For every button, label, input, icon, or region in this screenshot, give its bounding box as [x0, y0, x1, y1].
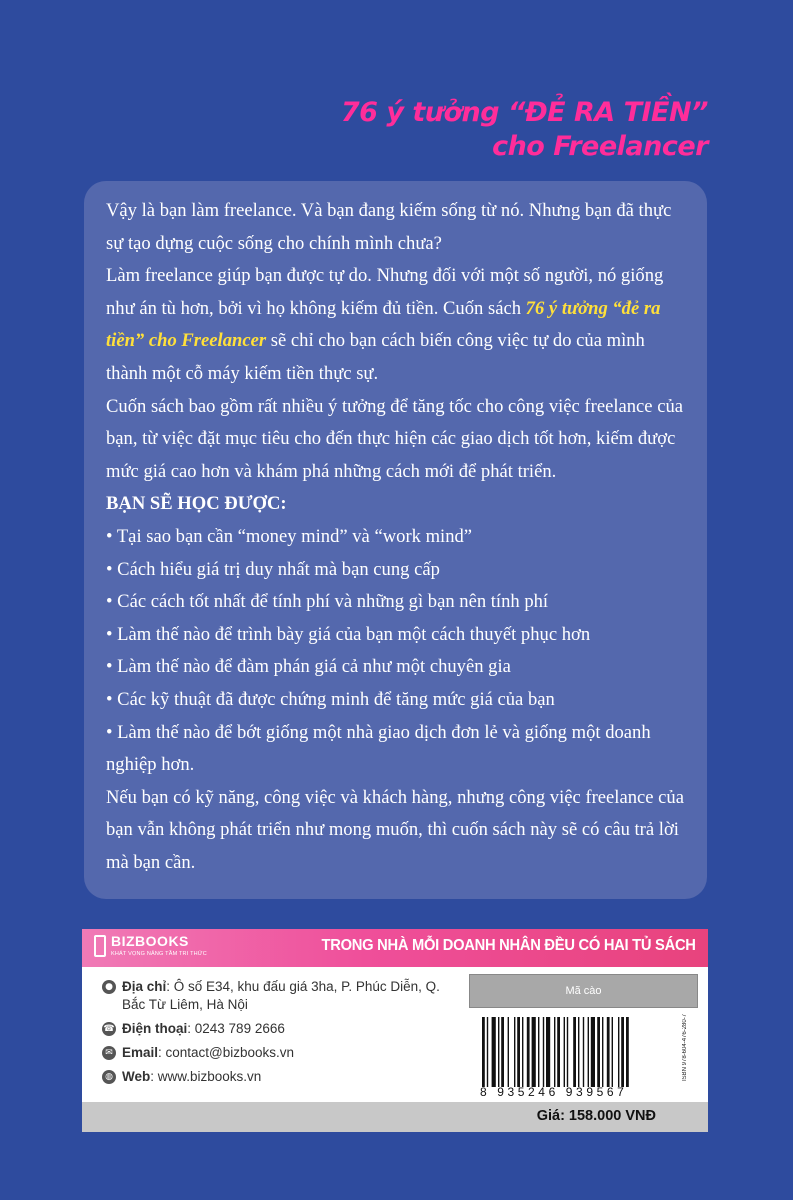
publisher-block — [82, 929, 708, 1132]
book-icon — [94, 935, 106, 957]
map-pin-icon: ● — [102, 980, 116, 994]
globe-icon: ◍ — [102, 1070, 116, 1084]
isbn-side-text: ISBN 978-604-476-280-7 — [682, 1013, 688, 1081]
learn-heading: BẠN SẼ HỌC ĐƯỢC: — [106, 493, 287, 515]
barcode — [480, 1017, 680, 1087]
price-bar — [82, 1102, 708, 1132]
closing-paragraph: Nếu bạn có kỹ năng, công việc và khách hàng, nhưng công việc freelance của bạn vẫn không phát triển như mong muốn, thì cuốn sách này sẽ có câu trả lời mà bạn cần. — [106, 786, 684, 873]
barcode-number: 8 935246 939567 — [480, 1085, 628, 1099]
bullet-item: • Tại sao bạn cần “money mind” và “work mind” — [106, 521, 689, 554]
bullet-item: • Cách hiểu giá trị duy nhất mà bạn cung cấp — [106, 554, 689, 587]
summary-paragraph: Làm freelance giúp bạn được tự do. Nhưng đối với một số người, nó giống như án tù hơn, bởi vì họ không kiếm đủ tiền. Cuốn sách 76 ý tưởng “đẻ ra tiền” cho Freelancer sẽ chỉ cho bạn cách biến công việc tự do của mình thành một cỗ máy kiếm tiền thực sự. — [106, 265, 664, 384]
phone-icon: ☎ — [103, 1024, 115, 1034]
title-line-2: cho Freelancer — [492, 131, 708, 162]
publisher-strip — [82, 929, 708, 967]
bullet-item: • Làm thế nào để đàm phán giá cả như một chuyên gia — [106, 651, 689, 684]
email-row: ✉ Email: contact@bizbooks.vn — [102, 1044, 447, 1062]
bizbooks-logo: BIZBOOKS KHÁT VỌNG NÂNG TẦM TRI THỨC — [94, 933, 194, 963]
description-panel — [84, 181, 707, 899]
envelope-icon: ✉ — [102, 1046, 116, 1060]
bullet-item: • Các cách tốt nhất để tính phí và những gì bạn nên tính phí — [106, 586, 689, 619]
price-label: Giá: 158.000 VNĐ — [536, 1108, 656, 1124]
book-title-highlight: 76 ý tưởng “đẻ ra tiền” cho Freelancer — [106, 297, 661, 352]
publisher-slogan: TRONG NHÀ MỖI DOANH NHÂN ĐỀU CÓ HAI TỦ SÁCH — [321, 937, 696, 954]
scratch-code-box: Mã cào — [469, 974, 698, 1008]
bullet-item: • Làm thế nào để bớt giống một nhà giao dịch đơn lẻ và giống một doanh nghiệp hơn. — [106, 717, 689, 782]
content-paragraph: Cuốn sách bao gồm rất nhiều ý tưởng để tăng tốc cho công việc freelance của bạn, từ việc đặt mục tiêu cho đến thực hiện các giao dịch tốt hơn, kiếm được mức giá cao hơn và khám phá những cách mới để phát triển. — [106, 395, 683, 482]
address-row: ● Địa chỉ: Ô số E34, khu đấu giá 3ha, P. Phúc Diễn, Q. Bắc Từ Liêm, Hà Nội — [102, 978, 447, 1014]
intro-paragraph: Vậy là bạn làm freelance. Và bạn đang kiếm sống từ nó. Nhưng bạn đã thực sự tạo dựng cuộc sống cho chính mình chưa? — [106, 200, 672, 254]
phone-row: ☎ Điện thoại: 0243 789 2666 — [103, 1021, 285, 1036]
bullet-item: • Các kỹ thuật đã được chứng minh để tăng mức giá của bạn — [106, 684, 689, 717]
title-line-1: 76 ý tưởng “ĐẺ RA TIỀN” — [340, 97, 708, 128]
bullet-item: • Làm thế nào để trình bày giá của bạn một cách thuyết phục hơn — [106, 619, 689, 652]
contact-info — [102, 978, 447, 1092]
web-row: ◍ Web: www.bizbooks.vn — [102, 1068, 447, 1086]
book-title — [341, 96, 708, 164]
